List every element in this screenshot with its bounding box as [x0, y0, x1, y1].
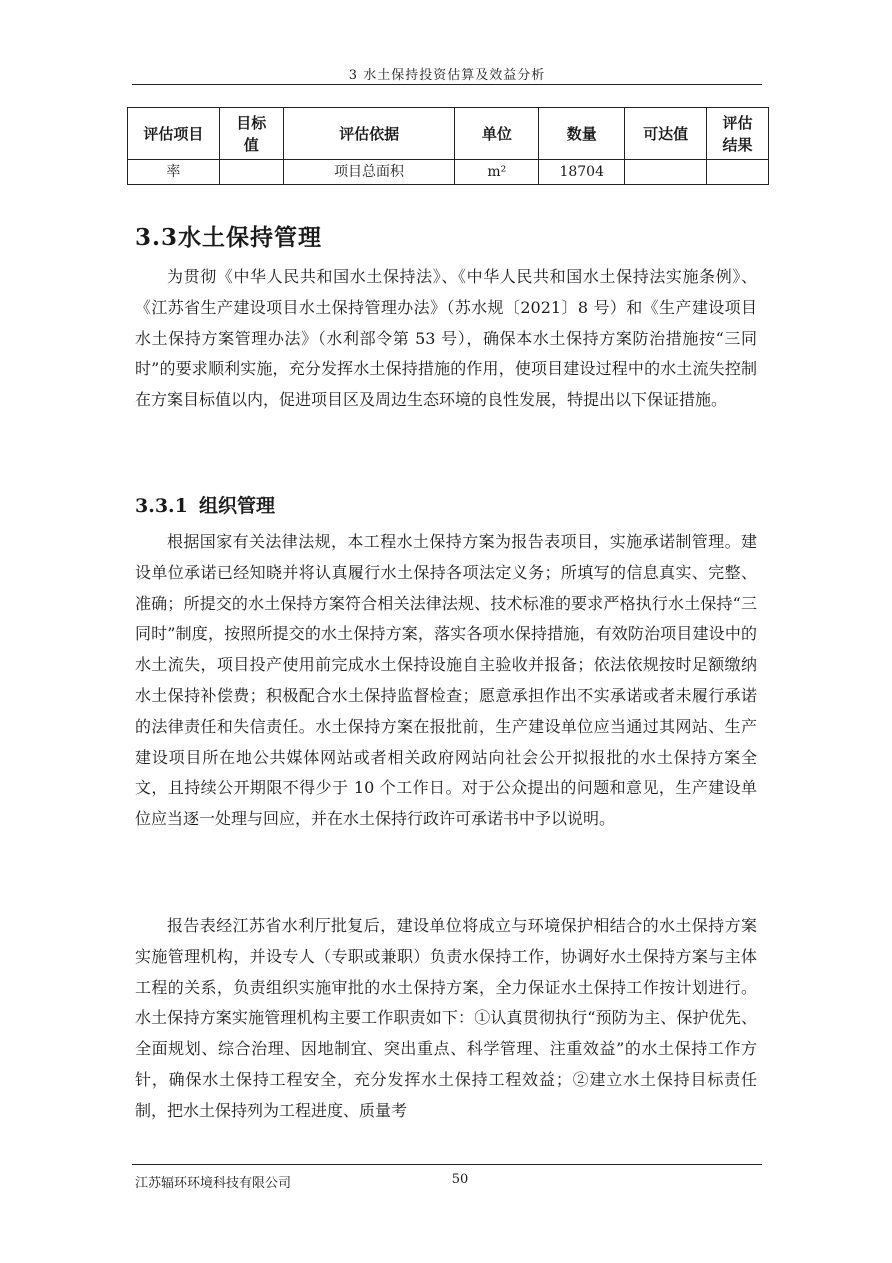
footer-company: 江苏辐环环境科技有限公司 — [135, 1176, 292, 1191]
table-row — [128, 160, 769, 185]
page-number: 50 — [451, 1172, 469, 1187]
table-cell — [625, 160, 707, 185]
subsection-title: 组织管理 — [199, 495, 276, 517]
header-divider — [132, 84, 762, 85]
header-cell: 数量 — [539, 108, 625, 160]
body-paragraph: 根据国家有关法律法规，本工程水土保持方案为报告表项目，实施承诺制管理。建设单位承诺已经知晓并将认真履行水土保持各项法定义务；所填写的信息真实、完整、准确；所提交的水土保持方案符合相关法律法规、技术标准的要求严格执行水土保持“三同时”制度，按照所提交的水土保持方案，落实各项水保持措施，有效防治项目建设中的水土流失，项目投产使用前完成水土保持设施自主验收并报备；依法依规按时足额缴纳水土保持补偿费；积极配合水土保持监督检查；愿意承担作出不实承诺或者未履行承诺的法律责任和失信责任。水土保持方案在报批前，生产建设单位应当通过其网站、生产建设项目所在地公共媒体网站或者相关政府网站向社会公开拟报批的水土保持方案全文，且持续公开期限不得少于 10 个工作日。对于公众提出的问题和意见，生产建设单位应当逐一处理与回应，并在水土保持行政许可承诺书中予以说明。 — [135, 532, 757, 829]
footer-divider — [132, 1164, 762, 1165]
header-cell: 评估依据 — [283, 108, 455, 160]
table-cell: 率 — [128, 160, 220, 185]
header-cell: 单位 — [455, 108, 539, 160]
header-cell: 目标 值 — [219, 108, 283, 160]
table-cell: 项目总面积 — [283, 160, 455, 185]
table-cell: m² — [455, 160, 539, 185]
table-cell: 18704 — [539, 160, 625, 185]
table-cell — [219, 160, 283, 185]
section-title: 3.3水土保持管理 — [135, 224, 323, 251]
subsection-heading — [135, 491, 275, 518]
evaluation-table — [127, 107, 769, 185]
subsection-number: 3.3.1 — [135, 495, 188, 517]
running-header: 3 水土保持投资估算及效益分析 — [348, 68, 546, 83]
table-header-row — [128, 108, 769, 160]
header-cell: 评估项目 — [128, 108, 220, 160]
body-paragraph: 报告表经江苏省水利厅批复后，建设单位将成立与环境保护相结合的水土保持方案实施管理机构，并设专人（专职或兼职）负责水保持工作，协调好水土保持方案与主体工程的关系，负责组织实施审批的水土保持方案，全力保证水土保持工作按计划进行。水土保持方案实施管理机构主要工作职责如下：①认真贯彻执行“预防为主、保护优先、全面规划、综合治理、因地制宜、突出重点、科学管理、注重效益”的水土保持工作方针，确保水土保持工程安全，充分发挥水土保持工程效益；②建立水土保持目标责任制，把水土保持列为工程进度、质量考 — [135, 916, 757, 1120]
intro-paragraph: 为贯彻《中华人民共和国水土保持法》、《中华人民共和国水土保持法实施条例》、《江苏省生产建设项目水土保持管理办法》（苏水规〔2021〕8 号）和《生产建设项目水土保持方案管理办法》（水利部令第 53 号），确保本水土保持方案防治措施按“三同时”的要求顺利实施，充分发挥水土保持措施的作用，使项目建设过程中的水土流失控制在方案目标值以内，促进项目区及周边生态环境的良性发展，特提出以下保证措施。 — [135, 267, 757, 410]
header-cell: 评估 结果 — [707, 108, 769, 160]
table-cell — [707, 160, 769, 185]
header-cell: 可达值 — [625, 108, 707, 160]
